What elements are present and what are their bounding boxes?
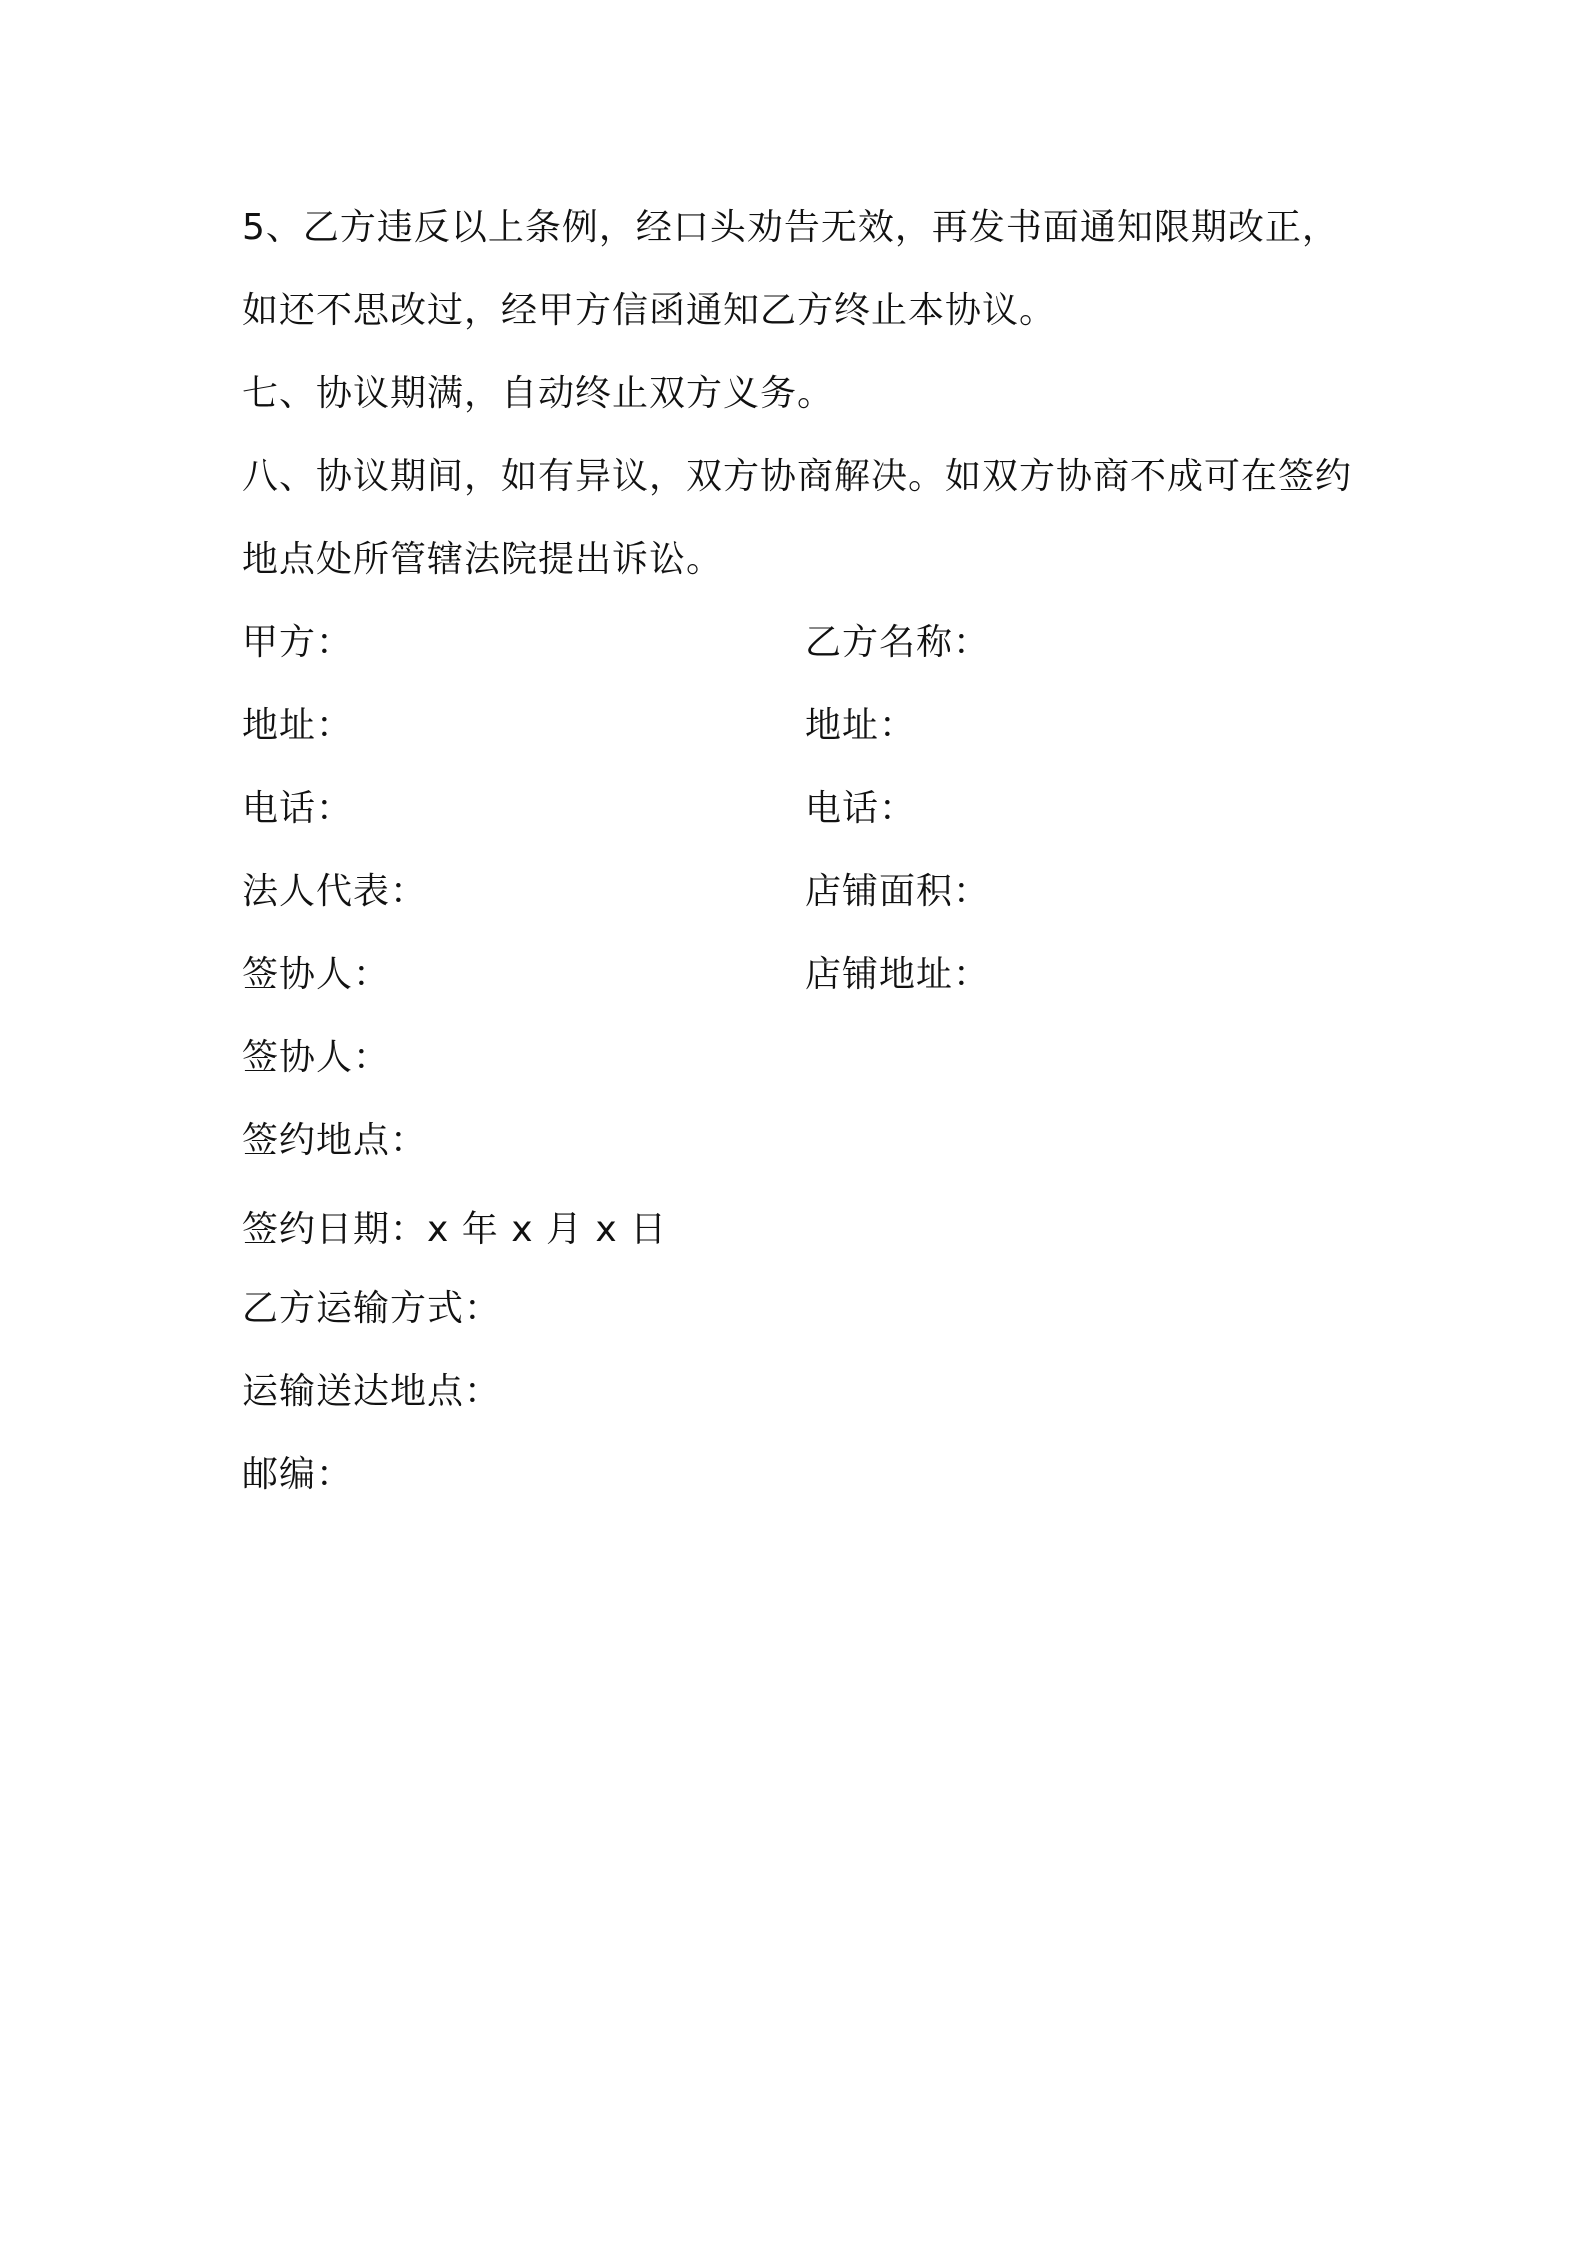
clause-5-line-1: 5、乙方违反以上条例，经口头劝告无效，再发书面通知限期改正， xyxy=(242,207,1339,248)
party-a-address-label: 地址： xyxy=(242,705,354,746)
postcode-label: 邮编： xyxy=(242,1454,354,1495)
transport-method-label: 乙方运输方式： xyxy=(242,1288,502,1329)
signing-place-label: 签约地点： xyxy=(242,1120,428,1161)
signing-date: 签约日期：x 年 x 月 x 日 xyxy=(242,1209,668,1250)
party-b-address-label: 地址： xyxy=(805,705,917,746)
clause-5-line-2: 如还不思改过，经甲方信函通知乙方终止本协议。 xyxy=(242,290,1057,331)
delivery-place-label: 运输送达地点： xyxy=(242,1371,502,1412)
party-a-legal-rep-label: 法人代表： xyxy=(242,871,428,912)
signature-row-address xyxy=(242,702,1342,750)
signature-row-place xyxy=(242,1117,1342,1165)
signature-row-rep-area xyxy=(242,868,1342,916)
signature-row-signatory-2 xyxy=(242,1034,1342,1082)
party-a-signatory-1-label: 签协人： xyxy=(242,954,391,995)
clause-8-line-1: 八、协议期间，如有异议，双方协商解决。如双方协商不成可在签约 xyxy=(242,456,1353,497)
party-a-signatory-2-label: 签协人： xyxy=(242,1037,391,1078)
party-b-store-area-label: 店铺面积： xyxy=(805,871,991,912)
party-a-name-label: 甲方： xyxy=(242,622,354,663)
signature-row-phone xyxy=(242,785,1342,833)
party-b-name-label: 乙方名称： xyxy=(805,622,991,663)
party-a-phone-label: 电话： xyxy=(242,788,354,829)
party-b-store-address-label: 店铺地址： xyxy=(805,954,991,995)
clause-7: 七、协议期满，自动终止双方义务。 xyxy=(242,373,835,414)
signature-row-signatory-store xyxy=(242,951,1342,999)
signature-row-name xyxy=(242,619,1342,667)
party-b-phone-label: 电话： xyxy=(805,788,917,829)
clause-8-line-2: 地点处所管辖法院提出诉讼。 xyxy=(242,539,724,580)
